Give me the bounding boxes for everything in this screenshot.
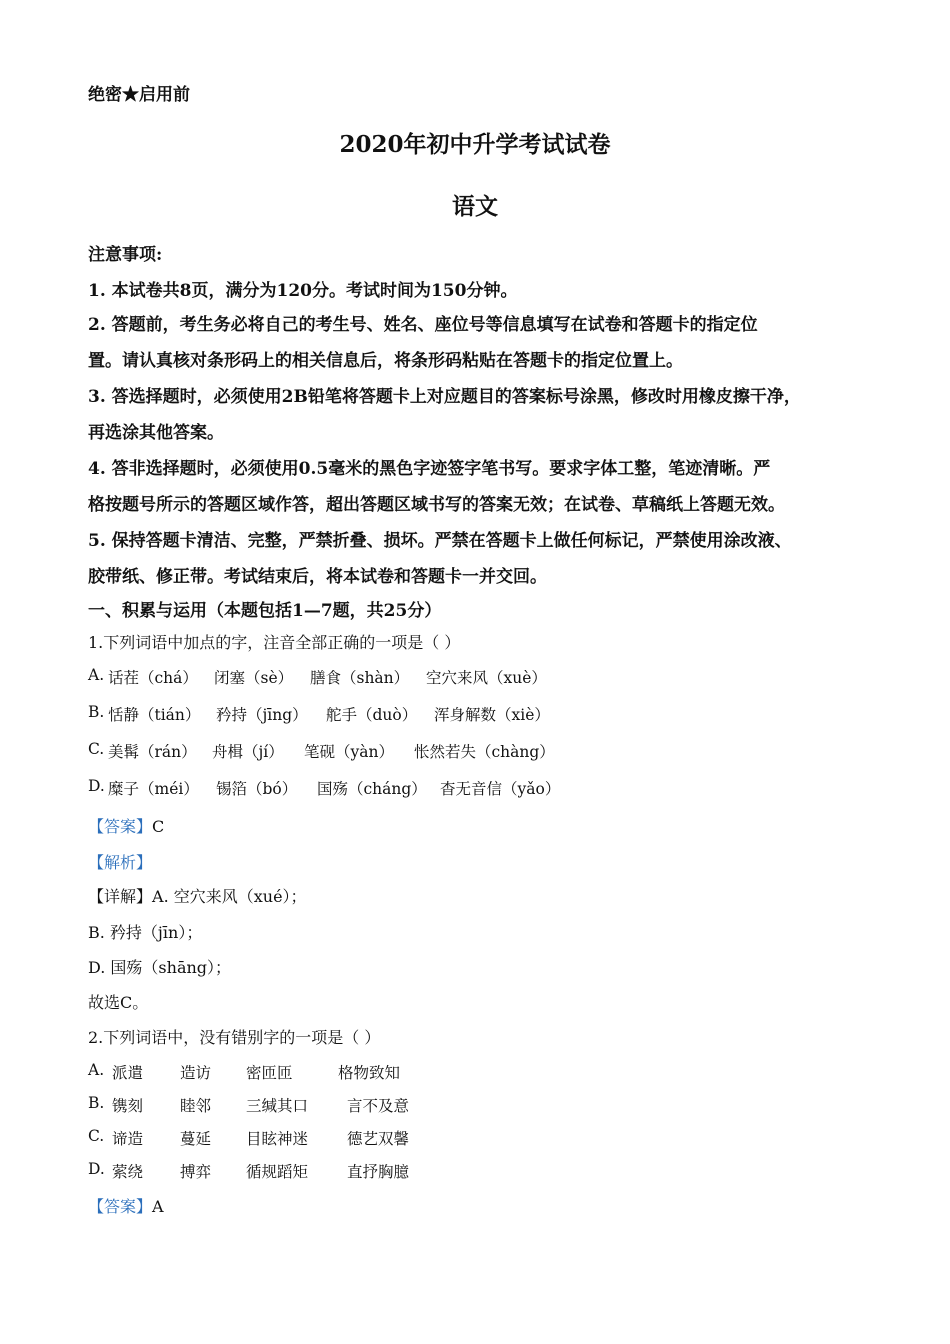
- answer-value: A: [152, 1197, 164, 1216]
- q1-detail-line: 【详解】A. 空穴来风（xué）；: [88, 887, 307, 906]
- q1-detail-line: 故选C。: [88, 993, 149, 1012]
- notice-line: 置。请认真核对条形码上的相关信息后，将条形码粘贴在答题卡的指定位置上。: [88, 351, 683, 371]
- notice-line: 格按题号所示的答题区域作答，超出答题区域书写的答案无效；在试卷、草稿纸上答题无效。: [88, 495, 785, 515]
- q1-option-c: C. 美髯（rán） 舟楫（jí） 笔砚（yàn） 怅然若失（chàng）: [88, 740, 555, 761]
- q2-option-b: B. 镌刻 睦邻 三缄其口 言不及意: [88, 1094, 410, 1115]
- q2-option-c: C. 谛造 蔓延 目眩神迷 德艺双馨: [88, 1127, 410, 1148]
- q1-detail-line: D. 国殇（shāng）；: [88, 958, 232, 977]
- analysis-tag: 【解析】: [88, 853, 153, 872]
- q1-option-a: A. 话茬（chá） 闭塞（sè） 膳食（shàn） 空穴来风（xuè）: [88, 666, 547, 687]
- q1-option-b: B. 恬静（tián） 矜持（jīng） 舵手（duò） 浑身解数（xiè）: [88, 703, 550, 724]
- notice-line: 2. 答题前，考生务必将自己的考生号、姓名、座位号等信息填写在试卷和答题卡的指定位: [88, 315, 758, 335]
- notice-heading: 注意事项:: [88, 245, 163, 265]
- notice-line: 3. 答选择题时，必须使用2B铅笔将答题卡上对应题目的答案标号涂黑，修改时用橡皮擦干净，: [88, 387, 801, 407]
- question-1-stem: 1.下列词语中加点的字，注音全部正确的一项是（ ）: [88, 633, 461, 652]
- q2-option-d: D. 萦绕 搏弈 循规蹈矩 直抒胸臆: [88, 1160, 410, 1181]
- detail-tag: 【详解】: [88, 887, 153, 906]
- q1-detail-line: B. 矜持（jīn）；: [88, 923, 203, 942]
- question-2-stem: 2.下列词语中，没有错别字的一项是（ ）: [88, 1028, 381, 1047]
- page-title: 2020年初中升学考试试卷: [339, 131, 611, 158]
- notice-line: 胶带纸、修正带。考试结束后，将本试卷和答题卡一并交回。: [88, 567, 547, 587]
- answer-value: C: [152, 817, 165, 836]
- notice-line: 1. 本试卷共8页，满分为120分。考试时间为150分钟。: [88, 281, 518, 301]
- notice-line: 5. 保持答题卡清洁、完整，严禁折叠、损坏。严禁在答题卡上做任何标记，严禁使用涂改液、: [88, 531, 792, 551]
- q1-option-d: D. 糜子（méi） 锡箔（bó） 国殇（cháng） 杳无音信（yǎo）: [88, 777, 561, 798]
- subject-title: 语文: [452, 193, 498, 220]
- q2-answer: [88, 1194, 164, 1217]
- q2-option-a: A. 派遣 造访 密匝匝 格物致知: [88, 1061, 401, 1082]
- secret-label: 绝密★启用前: [88, 85, 190, 105]
- answer-tag: 【答案】: [88, 817, 153, 836]
- q1-answer: [88, 814, 164, 837]
- section-heading: 一、积累与运用（本题包括1—7题，共25分）: [88, 601, 442, 621]
- notice-line: 4. 答非选择题时，必须使用0.5毫米的黑色字迹签字笔书写。要求字体工整，笔迹清晰。严: [88, 459, 771, 479]
- answer-tag: 【答案】: [88, 1197, 153, 1216]
- notice-line: 再选涂其他答案。: [88, 423, 224, 443]
